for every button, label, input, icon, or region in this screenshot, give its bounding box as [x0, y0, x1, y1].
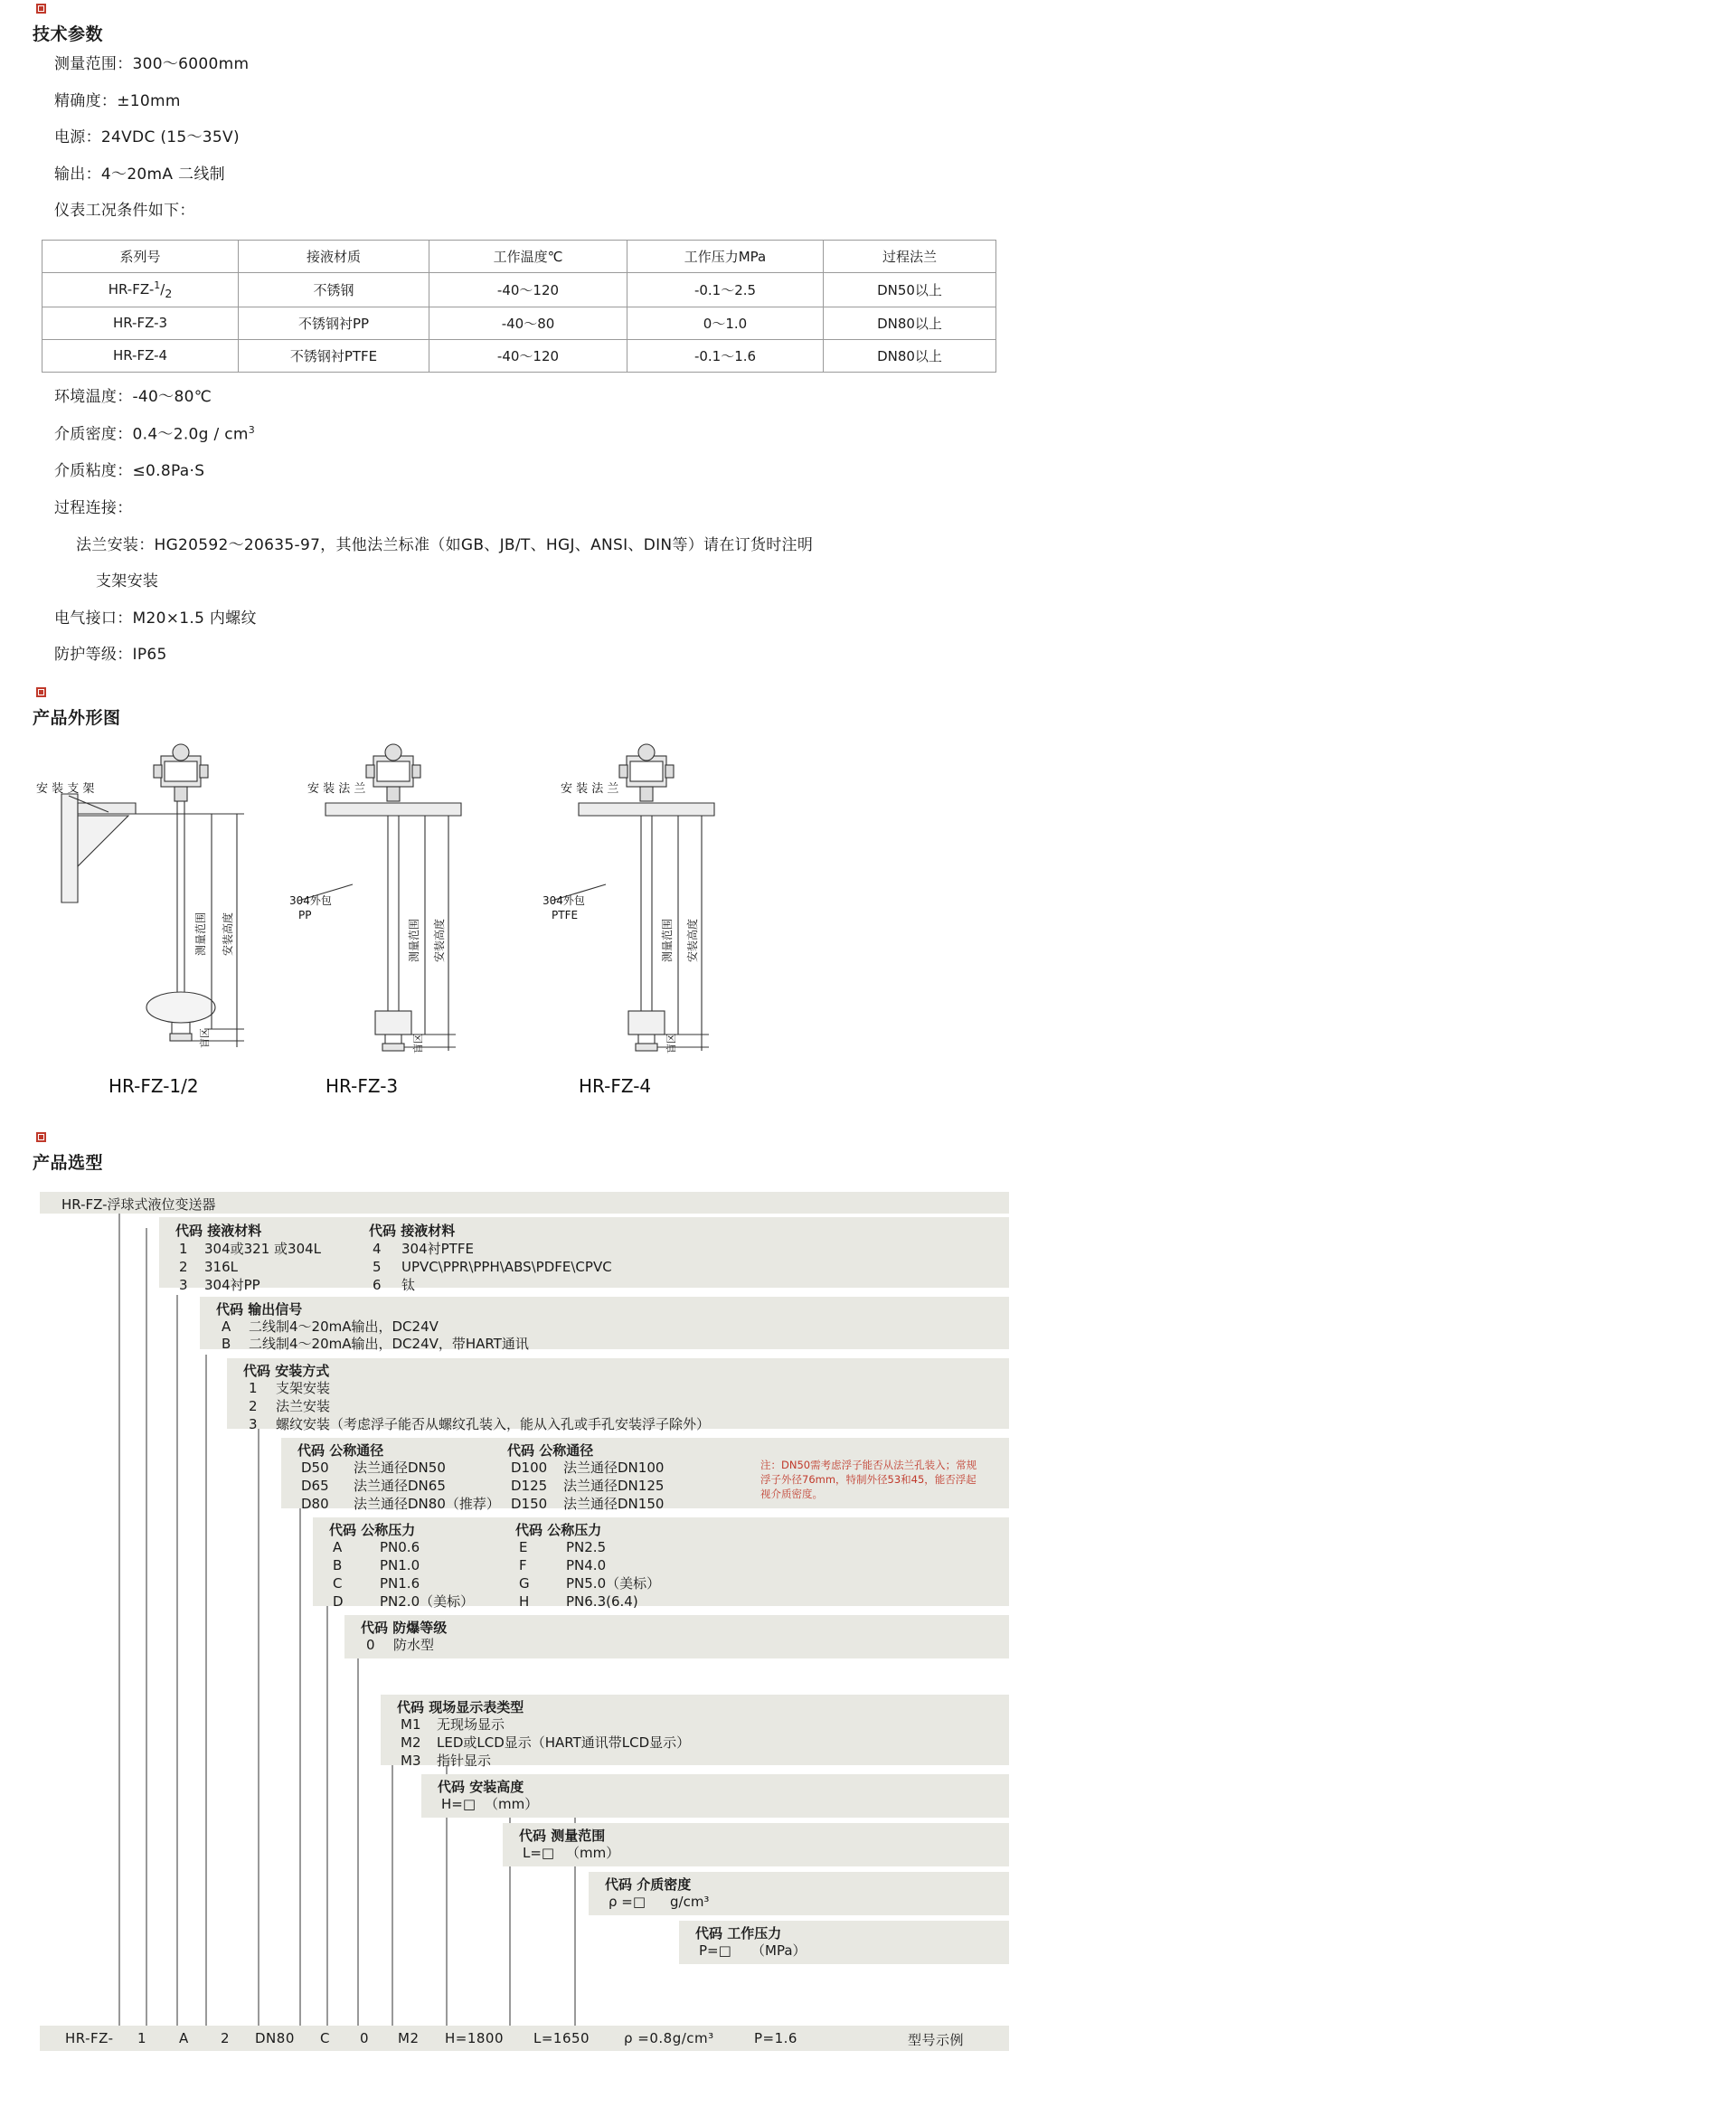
section-marker-outline [36, 687, 46, 697]
svg-text:PTFE: PTFE [552, 908, 579, 921]
outline-model-2: HR-FZ-3 [326, 1074, 399, 1097]
spec-line: 支架安装 [96, 572, 159, 591]
table-cell: 不锈钢衬PTFE [239, 339, 429, 372]
selection-block-output: 代码 输出信号 A 二线制4～20mA输出，DC24V B 二线制4～20mA输出，DC24V，带HART通讯 [200, 1297, 1009, 1349]
spec-line: 精确度：±10mm [54, 91, 181, 110]
example-caption: 型号示例 [908, 2031, 965, 2048]
table-header-cell: 工作温度℃ [429, 240, 627, 272]
spec-line: 输出：4～20mA 二线制 [54, 165, 225, 184]
table-cell: DN80以上 [824, 339, 996, 372]
outline-model-3: HR-FZ-4 [579, 1074, 652, 1097]
spec-line: 测量范围：300～6000mm [54, 55, 250, 73]
section-title-outline: 产品外形图 [33, 707, 121, 728]
table-header-cell: 工作压力MPa [627, 240, 824, 272]
spec-line: 介质粘度：≤0.8Pa·S [54, 462, 205, 481]
section-title-selection: 产品选型 [33, 1152, 104, 1173]
table-header-cell: 接液材质 [239, 240, 429, 272]
svg-text:测量范围: 测量范围 [408, 918, 420, 962]
table-cell: 不锈钢衬PP [239, 307, 429, 339]
table-row [42, 307, 996, 339]
svg-text:安装高度: 安装高度 [222, 912, 234, 956]
spec-line: 仪表工况条件如下： [54, 202, 195, 221]
selection-block-height: 代码 安装高度 H=□ （mm） [421, 1774, 1009, 1818]
table-cell: 0～1.0 [627, 307, 824, 339]
svg-text:盲区: 盲区 [665, 1033, 677, 1054]
selection-block-display: 代码 现场显示表类型 M1 无现场显示 M2 LED或LCD显示（HART通讯带LCD显示） M3 指针显示 [381, 1695, 1009, 1765]
svg-text:安 装 法 兰: 安 装 法 兰 [561, 781, 619, 796]
example-cell: P=1.6 [754, 2029, 797, 2046]
example-cell: 1 [137, 2029, 147, 2046]
selection-block-diameter: 代码 公称通径 代码 公称通径 D50 法兰通径DN50 D65 法兰通径DN65 D80 法兰通径DN80（推荐） D100 法兰通径DN100 D125 法兰通径DN125 D150 法兰通径DN150 注：DN50需考虑浮子能否从法兰孔装入；常规浮子外径76mm，特制外径53和45，能否浮起视介质密度。 [281, 1438, 1009, 1508]
table-cell: DN50以上 [824, 272, 996, 307]
svg-text:盲区: 盲区 [412, 1033, 424, 1054]
selection-block-workpressure: 代码 工作压力 P=□ （MPa） [679, 1921, 1009, 1964]
example-cell: H=1800 [445, 2029, 505, 2046]
svg-text:安装高度: 安装高度 [686, 918, 699, 962]
table-row [42, 339, 996, 372]
table-cell: HR-FZ-3 [42, 307, 239, 339]
spec-line: 电气接口：M20×1.5 内螺纹 [54, 609, 257, 628]
table-header-row [42, 240, 996, 272]
selection-block-mounting: 代码 安装方式 1 支架安装 2 法兰安装 3 螺纹安装（考虑浮子能否从螺纹孔装入，能从入孔或手孔安装浮子除外） [227, 1358, 1009, 1429]
table-row [42, 272, 996, 307]
example-cell: 2 [221, 2029, 231, 2046]
example-cell: A [179, 2029, 189, 2046]
section-marker-selection [36, 1132, 46, 1142]
table-cell: -0.1～1.6 [627, 339, 824, 372]
spec-line: 环境温度：-40～80℃ [54, 387, 212, 406]
table-cell: -40～120 [429, 272, 627, 307]
spec-line: 介质密度：0.4～2.0g / $cm^3$ [54, 424, 256, 444]
example-cell: DN80 [255, 2029, 295, 2046]
example-cell: 0 [360, 2029, 370, 2046]
tech-spec-list [54, 56, 1736, 221]
table-cell: DN80以上 [824, 307, 996, 339]
table-cell: -40～80 [429, 307, 627, 339]
product-line-bar: HR-FZ-浮球式液位变送器 [40, 1192, 1009, 1214]
spec-line: 法兰安装：HG20592～20635-97，其他法兰标准（如GB、JB/T、HGJ、ANSI、DIN等）请在订货时注明 [76, 535, 814, 554]
table-header-cell: 过程法兰 [824, 240, 996, 272]
table-cell: -0.1～2.5 [627, 272, 824, 307]
svg-text:测量范围: 测量范围 [194, 912, 207, 956]
working-condition-table [42, 240, 996, 373]
svg-text:安 装 法 兰: 安 装 法 兰 [307, 781, 366, 796]
example-cell: C [320, 2029, 330, 2046]
spec-line: 电源：24VDC (15～35V) [54, 128, 240, 147]
spec-line: 过程连接： [54, 499, 133, 518]
selection-block-density: 代码 介质密度 ρ =□ g/cm³ [589, 1872, 1009, 1915]
section-marker-tech [36, 4, 46, 14]
svg-text:304外包: 304外包 [289, 893, 332, 907]
model-example-row [40, 2026, 1009, 2051]
table-cell: -40～120 [429, 339, 627, 372]
svg-text:测量范围: 测量范围 [661, 918, 674, 962]
svg-text:PP: PP [298, 908, 312, 921]
example-cell: HR-FZ- [65, 2029, 114, 2046]
diameter-note: 注：DN50需考虑浮子能否从法兰孔装入；常规浮子外径76mm，特制外径53和45，能否浮起视介质密度。 [760, 1458, 977, 1500]
example-cell: M2 [398, 2029, 420, 2046]
selection-diagram [33, 1185, 1081, 2071]
table-cell: $HR-FZ-^1/_2$ [42, 272, 239, 307]
example-cell: ρ =0.8g/cm³ [624, 2029, 714, 2046]
selection-block-pressure: 代码 公称压力 代码 公称压力 A PN0.6 B PN1.0 C PN1.6 D PN2.0（美标） E PN2.5 F PN4.0 G PN5.0（美标） H PN6.3(6.4) [313, 1517, 1009, 1606]
selection-block-explosionproof: 代码 防爆等级 0 防水型 [344, 1615, 1009, 1658]
outline-svg [27, 740, 931, 1129]
tech-spec-list-2 [54, 389, 1736, 665]
example-cell: L=1650 [533, 2029, 590, 2046]
svg-text:安装高度: 安装高度 [433, 918, 446, 962]
svg-text:304外包: 304外包 [542, 893, 585, 907]
table-header-cell: 系列号 [42, 240, 239, 272]
section-title-tech: 技术参数 [33, 24, 104, 44]
selection-block-range: 代码 测量范围 L=□ （mm） [503, 1823, 1009, 1866]
spec-line: 防护等级：IP65 [54, 646, 167, 665]
table-cell: HR-FZ-4 [42, 339, 239, 372]
outline-label-bracket: 安 装 支 架 [36, 781, 95, 796]
outline-model-1: HR-FZ-1/2 [108, 1074, 199, 1097]
svg-text:盲区: 盲区 [199, 1027, 211, 1048]
table-cell: 不锈钢 [239, 272, 429, 307]
selection-block-material: 代码 接液材料 代码 接液材料 1 304或321 或304L 2 316L 3 304衬PP 4 304衬PTFE 5 UPVC\PPR\PPH\ABS\PDFE\CPVC 6 钛 [159, 1217, 1009, 1288]
outline-drawings [0, 740, 1736, 1129]
